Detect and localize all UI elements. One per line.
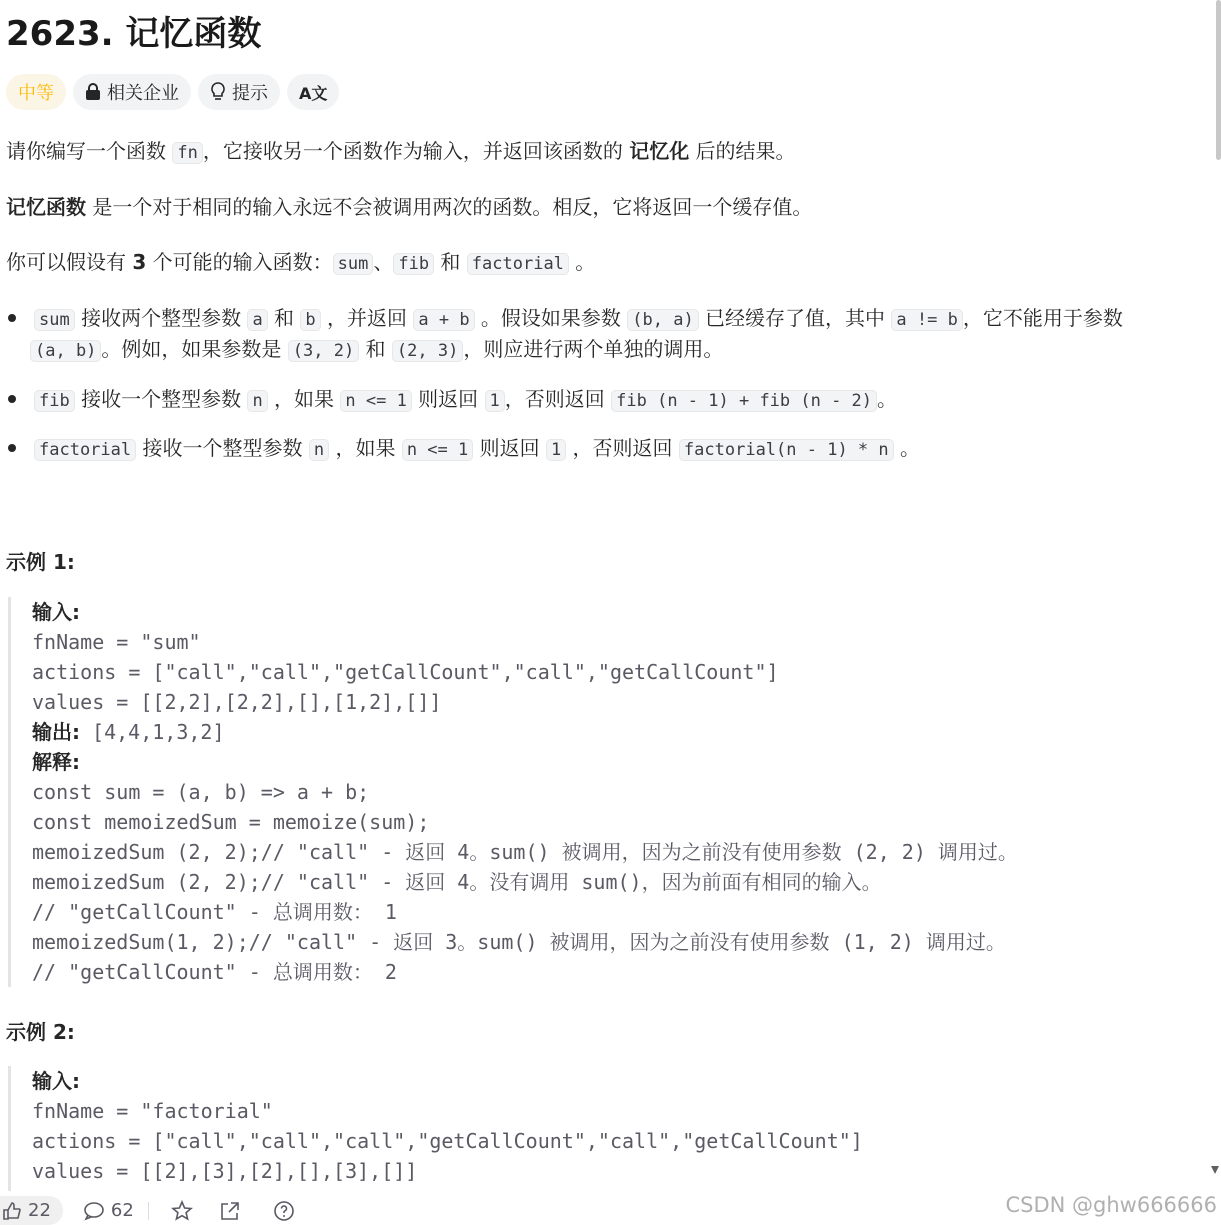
lock-icon	[85, 83, 101, 101]
hint-label: 提示	[232, 83, 268, 104]
code-line: const memoizedSum = memoize(sum);	[32, 810, 430, 834]
bullet-dot	[6, 393, 18, 405]
thumbs-up-icon	[2, 1201, 22, 1221]
comment-count: 62	[110, 1200, 134, 1221]
code-line: actions = ["call","call","getCallCount","call","getCallCount"]	[32, 660, 779, 684]
example-1-block	[8, 597, 1208, 987]
output-line: 输出: [4,4,1,3,2]	[32, 720, 225, 744]
code-line: memoizedSum (2, 2);// "call" - 返回 4。sum() 被调用，因为之前没有使用参数 (2, 2) 调用过。	[32, 840, 1018, 864]
help-button[interactable]	[273, 1200, 295, 1222]
description-paragraph-2: 记忆函数 是一个对于相同的输入永远不会被调用两次的函数。相反，它将返回一个缓存值。	[6, 195, 813, 219]
example-2-title: 示例 2:	[6, 1020, 75, 1044]
description-paragraph-1: 请你编写一个函数 fn ，它接收另一个函数作为输入，并返回该函数的 记忆化 后的结果。	[6, 139, 796, 163]
bullet-sum-continued: (a, b) 。例如，如果参数是 (3, 2) 和 (2, 3) ，则应进行两个单独的调用。	[30, 336, 723, 364]
divider	[148, 1202, 149, 1220]
code-line: const sum = (a, b) => a + b;	[32, 780, 370, 804]
bullet-factorial: factorial 接收一个整型参数 n ，如果 n <= 1 则返回 1 ，否则返回 factorial(n - 1) * n 。	[34, 435, 920, 463]
companies-tag[interactable]	[73, 74, 191, 110]
bullet-fib: fib 接收一个整型参数 n ，如果 n <= 1 则返回 1 ，否则返回 fib (n - 1) + fib (n - 2) 。	[34, 386, 897, 414]
companies-label: 相关企业	[107, 83, 179, 104]
code-line: // "getCallCount" - 总调用数： 1	[32, 900, 397, 924]
bullet-dot	[6, 312, 18, 324]
input-label: 输入:	[32, 600, 80, 624]
comment-icon	[83, 1201, 105, 1221]
lightbulb-icon	[210, 82, 226, 102]
explain-label: 解释:	[32, 750, 80, 774]
watermark: CSDN @ghw666666	[1005, 1193, 1217, 1217]
code-line: fnName = "factorial"	[32, 1099, 273, 1123]
hint-tag[interactable]	[198, 74, 280, 110]
like-count: 22	[28, 1200, 51, 1221]
code-line: values = [[2],[3],[2],[],[3],[]]	[32, 1159, 418, 1183]
page-title: 2623. 记忆函数	[6, 14, 262, 54]
example-1-title: 示例 1:	[6, 550, 75, 574]
translate-tag[interactable]	[287, 74, 339, 110]
code-line: fnName = "sum"	[32, 630, 201, 654]
translate-icon: A文	[299, 83, 328, 103]
code-line: memoizedSum (2, 2);// "call" - 返回 4。没有调用 sum()，因为前面有相同的输入。	[32, 870, 882, 894]
share-button[interactable]	[219, 1200, 241, 1222]
difficulty-badge[interactable]: 中等	[6, 74, 66, 110]
scroll-down-arrow-icon[interactable]	[1211, 1166, 1219, 1174]
share-icon	[219, 1200, 241, 1222]
help-icon	[273, 1200, 295, 1222]
code-line: memoizedSum(1, 2);// "call" - 返回 3。sum() 被调用，因为之前没有使用参数 (1, 2) 调用过。	[32, 930, 1006, 954]
code-line: actions = ["call","call","call","getCallCount","call","getCallCount"]	[32, 1129, 863, 1153]
like-button[interactable]	[0, 1196, 63, 1225]
bullet-sum: sum 接收两个整型参数 a 和 b ，并返回 a + b 。假设如果参数 (b, a) 已经缓存了值，其中 a != b ，它不能用于参数	[34, 305, 1123, 333]
star-icon	[171, 1200, 193, 1222]
description-paragraph-3: 你可以假设有 3 个可能的输入函数： sum 、 fib 和 factorial 。	[6, 250, 596, 274]
code-line: // "getCallCount" - 总调用数： 2	[32, 960, 397, 984]
tag-bar	[6, 74, 339, 110]
example-2-block	[8, 1066, 1208, 1191]
code-line: values = [[2,2],[2,2],[],[1,2],[]]	[32, 690, 442, 714]
favorite-button[interactable]	[171, 1200, 193, 1222]
scrollbar-thumb[interactable]	[1216, 0, 1221, 160]
input-label: 输入:	[32, 1069, 80, 1093]
bullet-dot	[6, 442, 18, 454]
comments-button[interactable]	[83, 1200, 134, 1221]
